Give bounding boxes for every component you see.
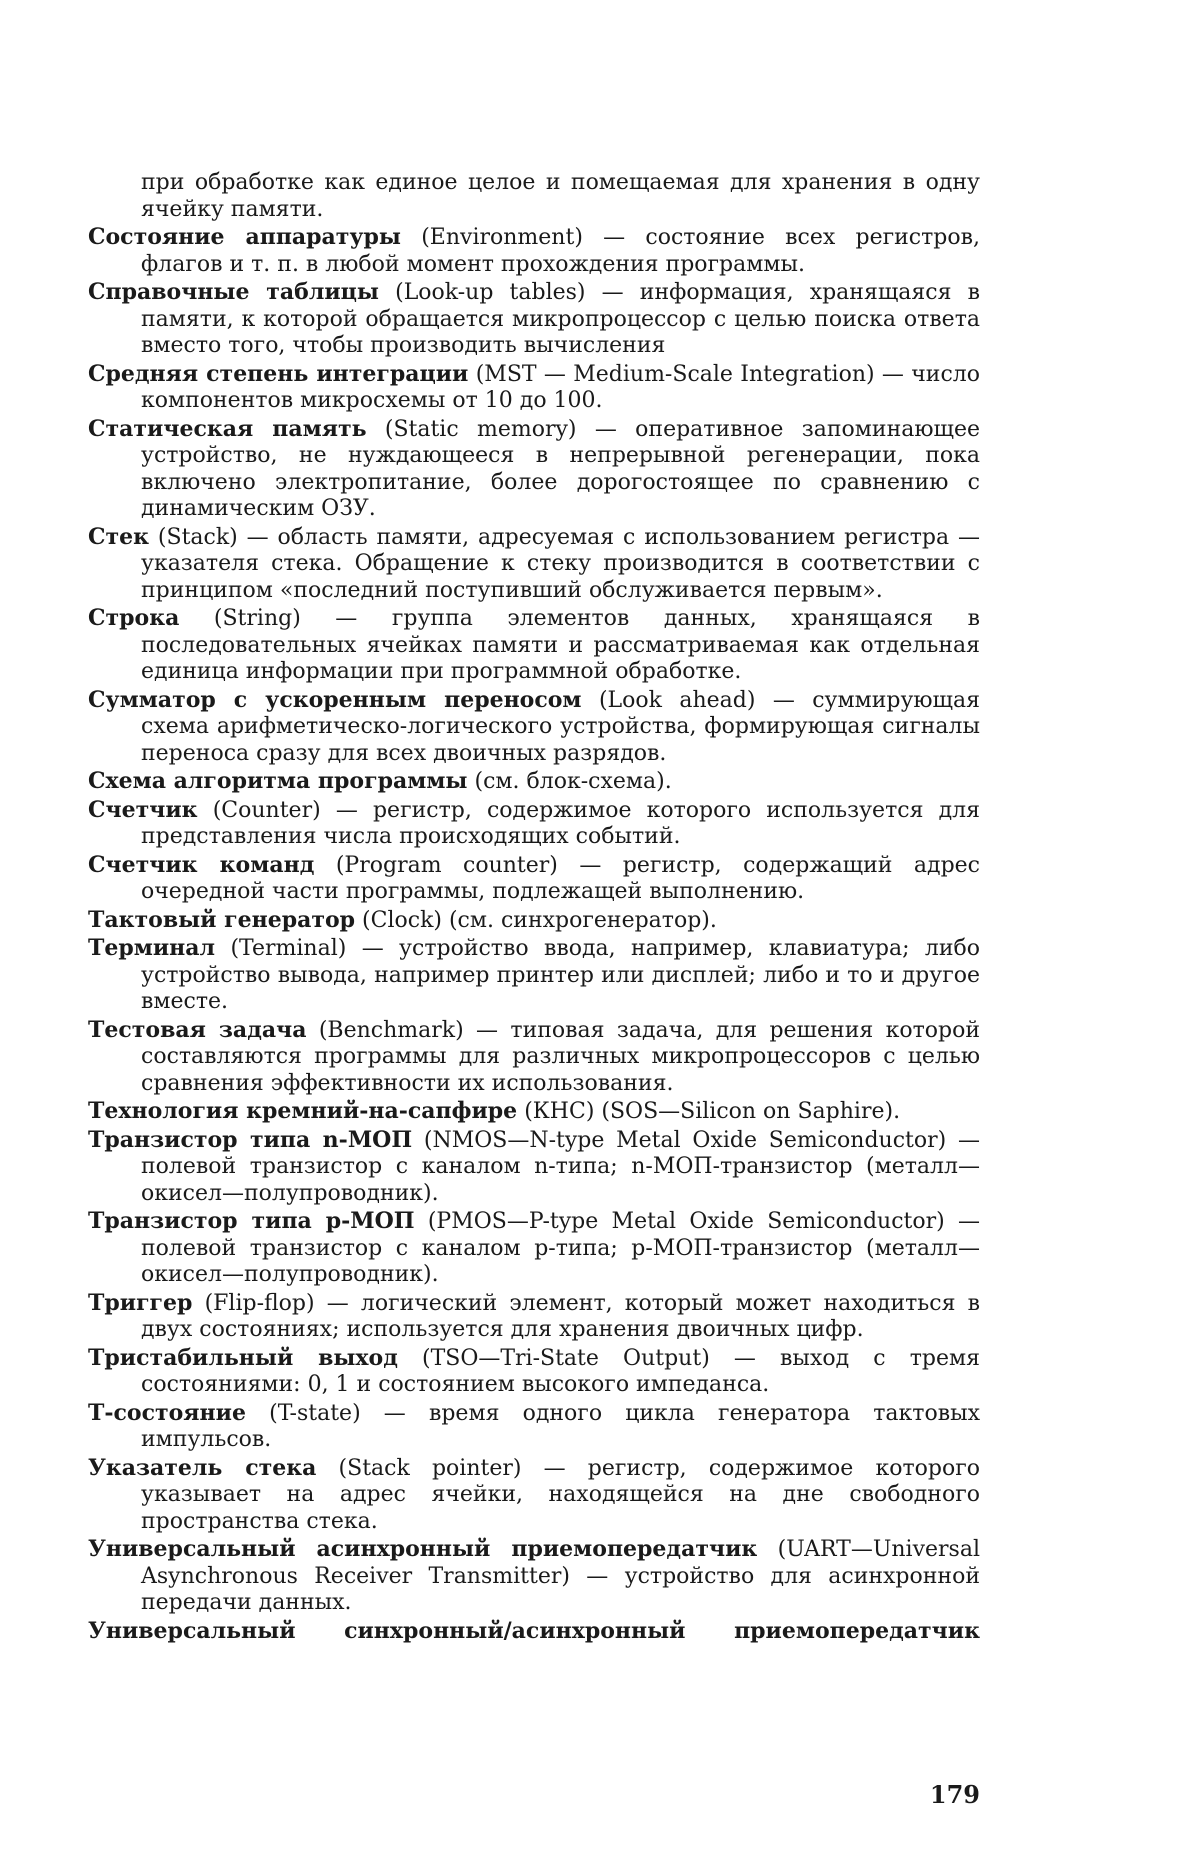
entry-term: Тестовая задача [88,1016,307,1043]
entry-definition: (см. блок-схема). [474,769,672,794]
entry-definition: (UART—Universal Asynchronous Receiver Transmitter) — устройство для асинхронной передачи данных. [141,1537,980,1615]
glossary-entry [88,1127,980,1208]
entry-term: Строка [88,605,180,631]
entry-term: Указатель стека [88,1454,317,1481]
entry-definition: (Stack) — область памяти, адресуемая с использованием регистра — указателя стека. Обращение к стеку производится в соответствии с принципом «последний поступивший обслуживается первым». [141,524,980,603]
entry-term: Сумматор с ускоренным переносом [88,686,582,713]
page-number: 179 [929,1780,980,1809]
entry-term: Состояние аппаратуры [88,224,401,250]
glossary-entry [88,935,980,1016]
entry-definition: (Benchmark) — типовая задача, для решения которой составляются программы для различных микропроцессоров с целью сравнения эффективности их использования. [141,1017,981,1096]
glossary-entry-last-line [88,1618,980,1645]
glossary-entry [88,1345,980,1399]
glossary-entry [88,416,980,523]
glossary-entry [88,687,980,768]
glossary-entry [88,279,980,360]
entry-term: Счетчик команд [88,851,315,878]
entry-term-word: приемопередатчик [734,1617,980,1644]
glossary-entry [88,524,980,605]
entry-term: Тактовый генератор [88,906,356,933]
glossary-entry [88,797,980,851]
glossary-entry [88,907,980,935]
entry-definition: (String) — группа элементов данных, хранящаяся в последовательных ячейках памяти и рассматриваемая как отдельная единица информации при программной обработке. [141,606,980,684]
entry-definition: при обработке как единое целое и помещаемая для хранения в одну ячейку памяти. [141,170,980,222]
entry-term: Средняя степень интеграции [88,360,469,387]
glossary-entry [88,1400,980,1454]
entry-definition: (NMOS—N-type Metal Oxide Semiconductor) — полевой транзистор с каналом n-типа; n-МОП-транзистор (металл—окисел—полупроводник). [141,1127,980,1206]
entry-term: Тристабильный выход [88,1344,398,1371]
entry-definition: (PMOS—P-type Metal Oxide Semiconductor) — полевой транзистор с каналом p-типа; p-МОП-транзистор (металл—окисел—полупроводник). [141,1209,980,1287]
entry-term: Справочные таблицы [88,279,379,305]
glossary-entry [88,852,980,906]
entry-definition: (Flip-flop) — логический элемент, который может находиться в двух состояниях; используется для хранения двоичных цифр. [141,1290,980,1342]
entry-definition: (MST — Medium-Scale Integration) — число компонентов микросхемы от 10 до 100. [141,361,980,413]
entry-term: Статическая память [88,415,367,442]
entry-definition: (TSO—Tri-State Output) — выход с тремя состояниями: 0, 1 и состоянием высокого импеданса. [141,1345,980,1397]
entry-definition: (Stack pointer) — регистр, содержимое которого указывает на адрес ячейки, находящейся на дне свободного пространства стека. [141,1455,980,1534]
glossary-entry [88,768,980,796]
entry-definition: (Terminal) — устройство ввода, например, клавиатура; либо устройство вывода, например принтер или дисплей; либо и то и другое вместе. [141,936,981,1014]
entry-term: Счетчик [88,796,198,823]
glossary-entry [88,1455,980,1536]
entry-definition: (Clock) (см. синхрогенератор). [362,907,717,933]
entry-term: Терминал [88,935,216,961]
entry-definition: (Static memory) — оперативное запоминающее устройство, не нуждающееся в непрерывной регенерации, пока включено электропитание, более дорогостоящее по сравнению с динамическим ОЗУ. [141,416,980,521]
glossary-entry [88,1290,980,1344]
glossary-entry [88,1017,980,1098]
entry-term: Триггер [88,1289,193,1316]
entry-term: Стек [88,523,150,550]
glossary-entry [88,1536,980,1617]
entry-term: Технология кремний-на-сапфире [88,1098,518,1124]
glossary-text [88,170,980,1644]
glossary-entry [88,605,980,686]
entry-term-word: Универсальный [88,1617,296,1644]
entry-term-word: синхронный/асинхронный [344,1617,686,1644]
glossary-entry [88,170,980,223]
glossary-entry [88,361,980,415]
entry-term: Т-состояние [88,1399,246,1426]
glossary-entry [88,1208,980,1289]
entry-term: Транзистор типа p-МОП [88,1208,415,1234]
entry-definition: (Look-up tables) — информация, хранящаяся в памяти, к которой обращается микропроцессор с целью поиска ответа вместо того, чтобы производить вычисления [141,280,981,358]
entry-definition: (Counter) — регистр, содержимое которого используется для представления числа происходящих событий. [141,797,980,849]
entry-definition: (КНС) (SOS—Silicon on Saphire). [524,1099,901,1124]
entry-term: Универсальный асинхронный приемопередатчик [88,1536,758,1562]
entry-definition: (T-state) — время одного цикла генератора тактовых импульсов. [141,1400,980,1452]
entry-definition: (Look ahead) — суммирующая схема арифметическо-логического устройства, формирующая сигналы переноса сразу для всех двоичных разрядов. [141,687,980,766]
entry-definition: (Program counter) — регистр, содержащий адрес очередной части программы, подлежащей выполнению. [141,852,981,904]
glossary-entry [88,1098,980,1126]
entry-definition: (Environment) — состояние всех регистров, флагов и т. п. в любой момент прохождения программы. [141,225,981,277]
glossary-entry [88,224,980,278]
entry-term: Схема алгоритма программы [88,768,468,794]
entry-term: Транзистор типа n-МОП [88,1126,413,1153]
